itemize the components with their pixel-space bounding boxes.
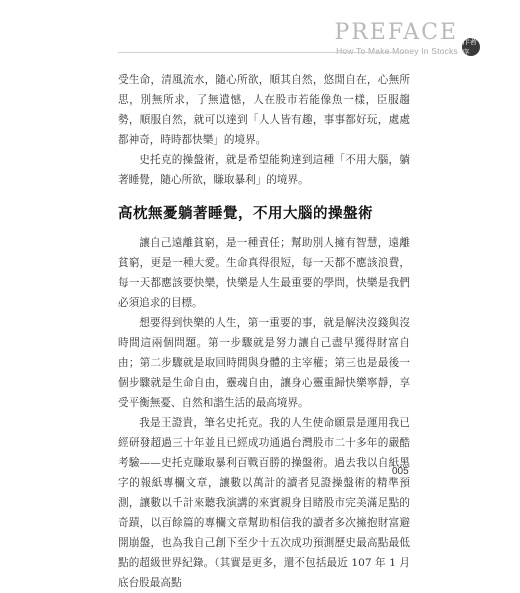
paragraph: 受生命，清風流水，隨心所欲，順其自然，悠閒自在，心無所思，別無所求，了無遺憾，人在股市若能像魚一樣，臣服趨勢，順服自然，就可以達到「人人皆有趣，事事都好玩，處處都神奇，時時都快樂」的境界。 [118,74,410,146]
section-heading: 高枕無憂躺著睡覺，不用大腦的操盤術 [118,205,373,222]
section-badge: 作者序 [462,38,480,56]
header-divider [118,52,408,53]
paragraph: 史托克的操盤術，就是希望能夠達到這種「不用大腦，躺著睡覺，隨心所欲，賺取暴利」的境界。 [118,154,410,186]
paragraph: 想要得到快樂的人生，第一重要的事，就是解決沒錢與沒時間這兩個問題。第一步驟就是努力讓自己盡早獲得財富自由；第二步驟就是取回時間與身體的主宰權；第三也是最後一個步驟就是生命自由，靈魂自由，讓身心靈重歸快樂寧靜，享受平衡無憂、自然和諧生活的最高境界。 [118,317,410,409]
header-title: PREFACE [334,20,458,45]
paragraph: 我是王證貴，筆名史托克。我的人生使命願景是運用我已經研發超過三十年並且已經成功通過台灣股市二十多年的嚴酷考驗——史托克賺取暴利百戰百勝的操盤術。過去我以自紙黑字的報紙專欄文章，讓數以萬計的讀者見證操盤術的精準預測，讓數以千計來聽我演講的來賓親身目睹股市完美滿足點的奇蹟，以百餘篇的專欄文章幫助相信我的讀者多次擁抱財富避開崩盤，也為我自己創下至少十五次成功預測歷史最高點最低點的超級世界紀錄。（其實是更多，還不包括最近 107 年 1 月底台股最高點 [118,417,410,589]
page-number: 005 [392,466,409,477]
header-subtitle: How To Make Money In Stocks [336,46,458,56]
page-content [118,70,410,593]
paragraph: 讓自己遠離貧窮，是一種責任；幫助別人擁有智慧，遠離貧窮，更是一種大愛。生命真得很短，每一天都不應該浪費，每一天都應該要快樂，快樂是人生最重要的學問，快樂是我們必須追求的目標。 [118,237,410,309]
page-header [334,22,458,56]
